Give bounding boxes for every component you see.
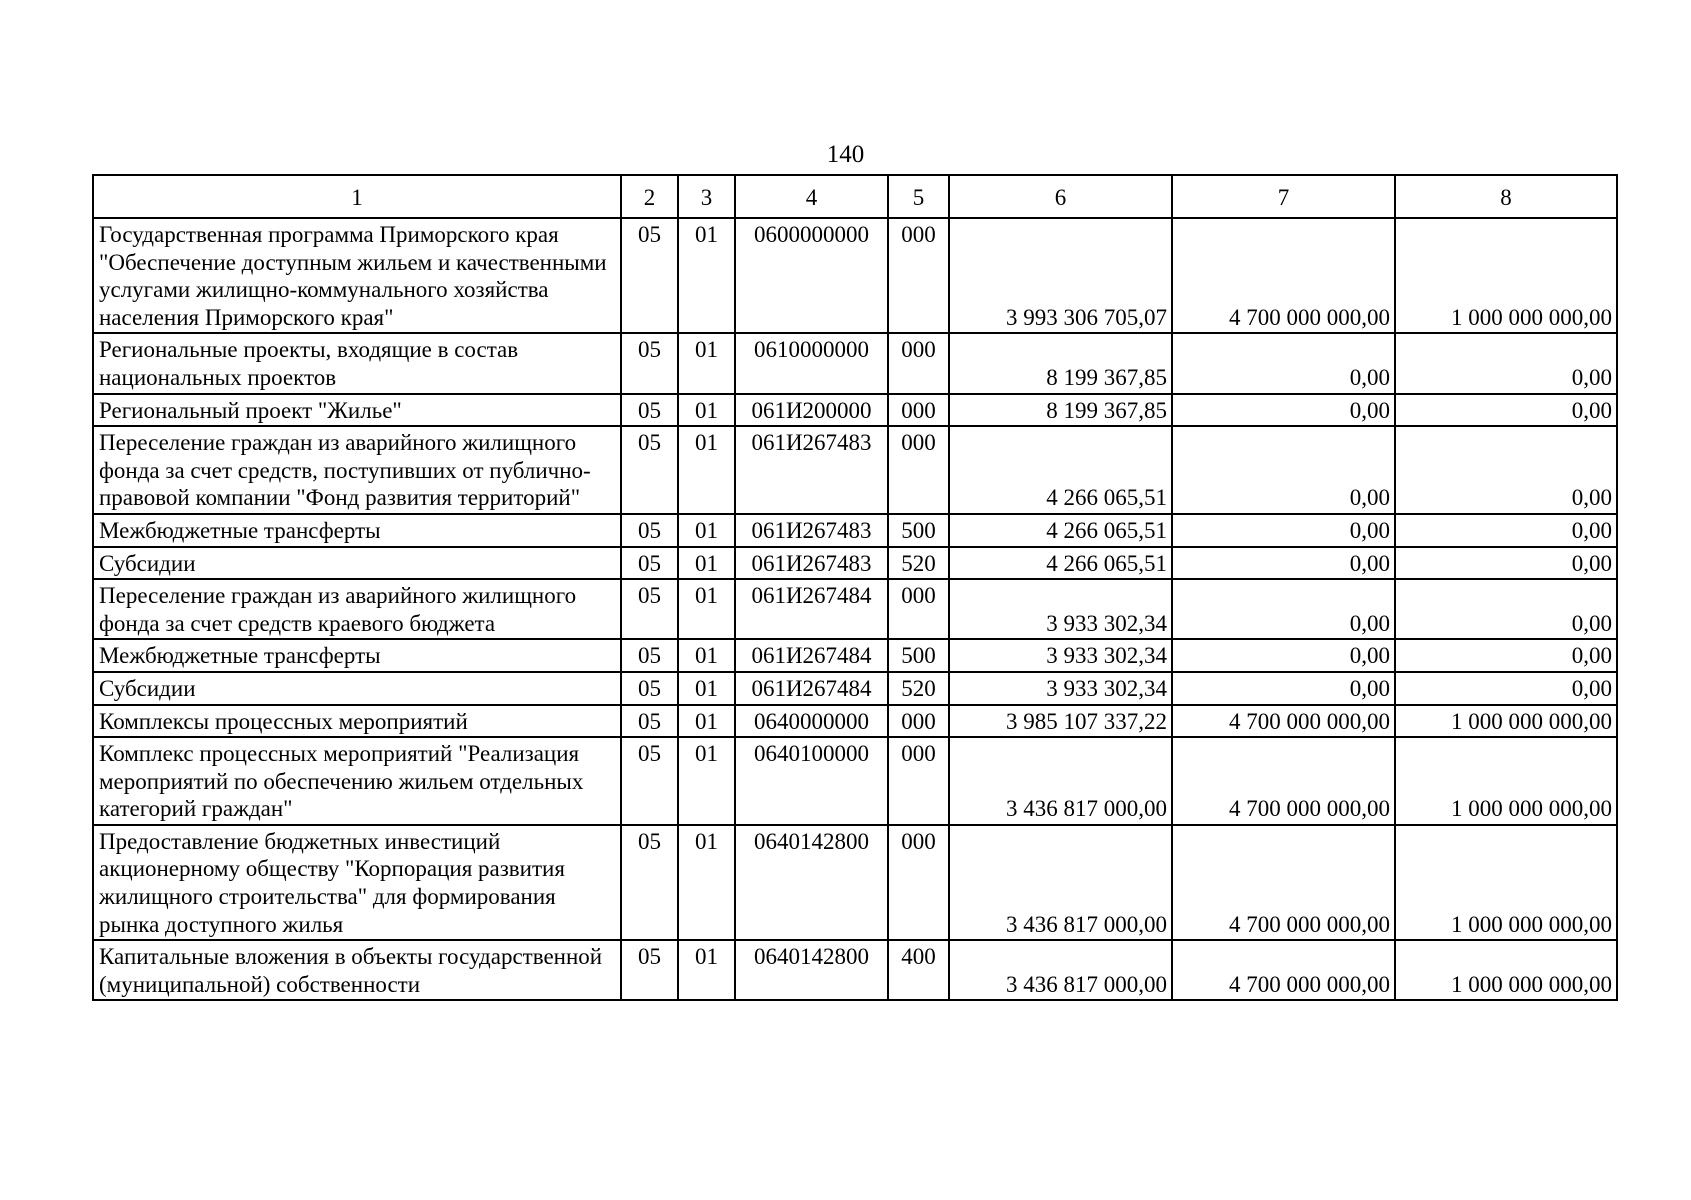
row-target-code: 0640100000	[735, 737, 888, 825]
row-section: 05	[621, 218, 678, 333]
budget-table	[92, 174, 1618, 1001]
row-amount-col7: 0,00	[1172, 639, 1395, 672]
column-header: 4	[735, 175, 888, 218]
column-header: 7	[1172, 175, 1395, 218]
row-target-code: 061И267484	[735, 672, 888, 705]
row-subsection: 01	[678, 333, 735, 393]
row-amount-col7: 4 700 000 000,00	[1172, 705, 1395, 738]
row-amount-col8: 0,00	[1395, 579, 1617, 639]
row-amount-col8: 1 000 000 000,00	[1395, 705, 1617, 738]
table-row	[93, 705, 1617, 738]
row-amount-col7: 4 700 000 000,00	[1172, 940, 1395, 1000]
row-section: 05	[621, 579, 678, 639]
row-target-code: 061И267484	[735, 639, 888, 672]
row-expense-type: 000	[888, 394, 949, 427]
row-amount-col8: 1 000 000 000,00	[1395, 940, 1617, 1000]
page-number: 140	[826, 141, 865, 168]
row-amount-col7: 0,00	[1172, 672, 1395, 705]
row-amount-col8: 1 000 000 000,00	[1395, 825, 1617, 940]
row-name: Комплексы процессных мероприятий	[93, 705, 621, 738]
column-header: 1	[93, 175, 621, 218]
row-amount-col6: 4 266 065,51	[949, 547, 1172, 580]
row-subsection: 01	[678, 940, 735, 1000]
row-expense-type: 000	[888, 333, 949, 393]
row-section: 05	[621, 672, 678, 705]
column-header: 2	[621, 175, 678, 218]
row-section: 05	[621, 705, 678, 738]
row-name: Региональные проекты, входящие в состав национальных проектов	[93, 333, 621, 393]
row-target-code: 0610000000	[735, 333, 888, 393]
row-amount-col7: 0,00	[1172, 426, 1395, 514]
table-row	[93, 218, 1617, 333]
row-subsection: 01	[678, 639, 735, 672]
table-row	[93, 394, 1617, 427]
row-amount-col6: 8 199 367,85	[949, 394, 1172, 427]
table-row	[93, 825, 1617, 940]
row-subsection: 01	[678, 579, 735, 639]
header-row	[93, 175, 1617, 218]
row-section: 05	[621, 639, 678, 672]
row-subsection: 01	[678, 547, 735, 580]
column-header: 8	[1395, 175, 1617, 218]
table-row	[93, 639, 1617, 672]
row-expense-type: 000	[888, 825, 949, 940]
row-amount-col7: 4 700 000 000,00	[1172, 218, 1395, 333]
row-amount-col6: 3 985 107 337,22	[949, 705, 1172, 738]
row-target-code: 061И267483	[735, 514, 888, 547]
row-expense-type: 400	[888, 940, 949, 1000]
row-amount-col8: 0,00	[1395, 394, 1617, 427]
row-subsection: 01	[678, 218, 735, 333]
row-expense-type: 000	[888, 737, 949, 825]
row-amount-col7: 0,00	[1172, 394, 1395, 427]
row-target-code: 061И267483	[735, 426, 888, 514]
row-target-code: 061И267484	[735, 579, 888, 639]
row-amount-col6: 3 933 302,34	[949, 672, 1172, 705]
row-amount-col6: 4 266 065,51	[949, 426, 1172, 514]
row-name: Региональный проект "Жилье"	[93, 394, 621, 427]
column-header: 3	[678, 175, 735, 218]
table-row	[93, 514, 1617, 547]
row-name: Комплекс процессных мероприятий "Реализация мероприятий по обеспечению жильем отдельных категорий граждан"	[93, 737, 621, 825]
table-row	[93, 672, 1617, 705]
row-section: 05	[621, 426, 678, 514]
row-expense-type: 000	[888, 218, 949, 333]
row-amount-col6: 4 266 065,51	[949, 514, 1172, 547]
row-subsection: 01	[678, 705, 735, 738]
column-header: 5	[888, 175, 949, 218]
row-section: 05	[621, 737, 678, 825]
row-amount-col8: 0,00	[1395, 426, 1617, 514]
row-amount-col8: 0,00	[1395, 672, 1617, 705]
row-amount-col7: 0,00	[1172, 333, 1395, 393]
row-amount-col8: 0,00	[1395, 333, 1617, 393]
row-expense-type: 500	[888, 639, 949, 672]
row-name: Переселение граждан из аварийного жилищного фонда за счет средств, поступивших от публично-правовой компании "Фонд развития территорий"	[93, 426, 621, 514]
row-amount-col6: 3 436 817 000,00	[949, 737, 1172, 825]
row-expense-type: 000	[888, 579, 949, 639]
table-row	[93, 579, 1617, 639]
row-target-code: 0600000000	[735, 218, 888, 333]
row-amount-col6: 8 199 367,85	[949, 333, 1172, 393]
row-amount-col7: 4 700 000 000,00	[1172, 825, 1395, 940]
row-expense-type: 000	[888, 426, 949, 514]
row-target-code: 061И267483	[735, 547, 888, 580]
row-subsection: 01	[678, 672, 735, 705]
row-amount-col6: 3 933 302,34	[949, 639, 1172, 672]
row-amount-col8: 0,00	[1395, 547, 1617, 580]
row-name: Государственная программа Приморского края "Обеспечение доступным жильем и качественными услугами жилищно-коммунального хозяйства населения Приморского края"	[93, 218, 621, 333]
row-expense-type: 520	[888, 547, 949, 580]
row-subsection: 01	[678, 426, 735, 514]
table-row	[93, 547, 1617, 580]
row-subsection: 01	[678, 825, 735, 940]
row-amount-col6: 3 993 306 705,07	[949, 218, 1172, 333]
row-section: 05	[621, 394, 678, 427]
row-expense-type: 500	[888, 514, 949, 547]
row-amount-col7: 0,00	[1172, 547, 1395, 580]
row-amount-col8: 0,00	[1395, 514, 1617, 547]
row-amount-col6: 3 933 302,34	[949, 579, 1172, 639]
column-header: 6	[949, 175, 1172, 218]
row-target-code: 0640000000	[735, 705, 888, 738]
row-section: 05	[621, 825, 678, 940]
row-section: 05	[621, 514, 678, 547]
row-section: 05	[621, 940, 678, 1000]
row-name: Переселение граждан из аварийного жилищного фонда за счет средств краевого бюджета	[93, 579, 621, 639]
row-target-code: 061И200000	[735, 394, 888, 427]
table-row	[93, 426, 1617, 514]
row-amount-col8: 0,00	[1395, 639, 1617, 672]
row-name: Субсидии	[93, 672, 621, 705]
row-target-code: 0640142800	[735, 940, 888, 1000]
row-amount-col7: 0,00	[1172, 514, 1395, 547]
row-name: Межбюджетные трансферты	[93, 639, 621, 672]
row-name: Межбюджетные трансферты	[93, 514, 621, 547]
row-expense-type: 000	[888, 705, 949, 738]
row-amount-col7: 4 700 000 000,00	[1172, 737, 1395, 825]
row-expense-type: 520	[888, 672, 949, 705]
row-subsection: 01	[678, 514, 735, 547]
row-name: Капитальные вложения в объекты государственной (муниципальной) собственности	[93, 940, 621, 1000]
row-amount-col6: 3 436 817 000,00	[949, 940, 1172, 1000]
table-row	[93, 940, 1617, 1000]
row-section: 05	[621, 333, 678, 393]
row-name: Предоставление бюджетных инвестиций акционерному обществу "Корпорация развития жилищного строительства" для формирования рынка доступного жилья	[93, 825, 621, 940]
row-subsection: 01	[678, 394, 735, 427]
row-subsection: 01	[678, 737, 735, 825]
row-amount-col6: 3 436 817 000,00	[949, 825, 1172, 940]
row-target-code: 0640142800	[735, 825, 888, 940]
row-section: 05	[621, 547, 678, 580]
row-amount-col7: 0,00	[1172, 579, 1395, 639]
table-row	[93, 333, 1617, 393]
row-amount-col8: 1 000 000 000,00	[1395, 218, 1617, 333]
row-name: Субсидии	[93, 547, 621, 580]
row-amount-col8: 1 000 000 000,00	[1395, 737, 1617, 825]
table-row	[93, 737, 1617, 825]
